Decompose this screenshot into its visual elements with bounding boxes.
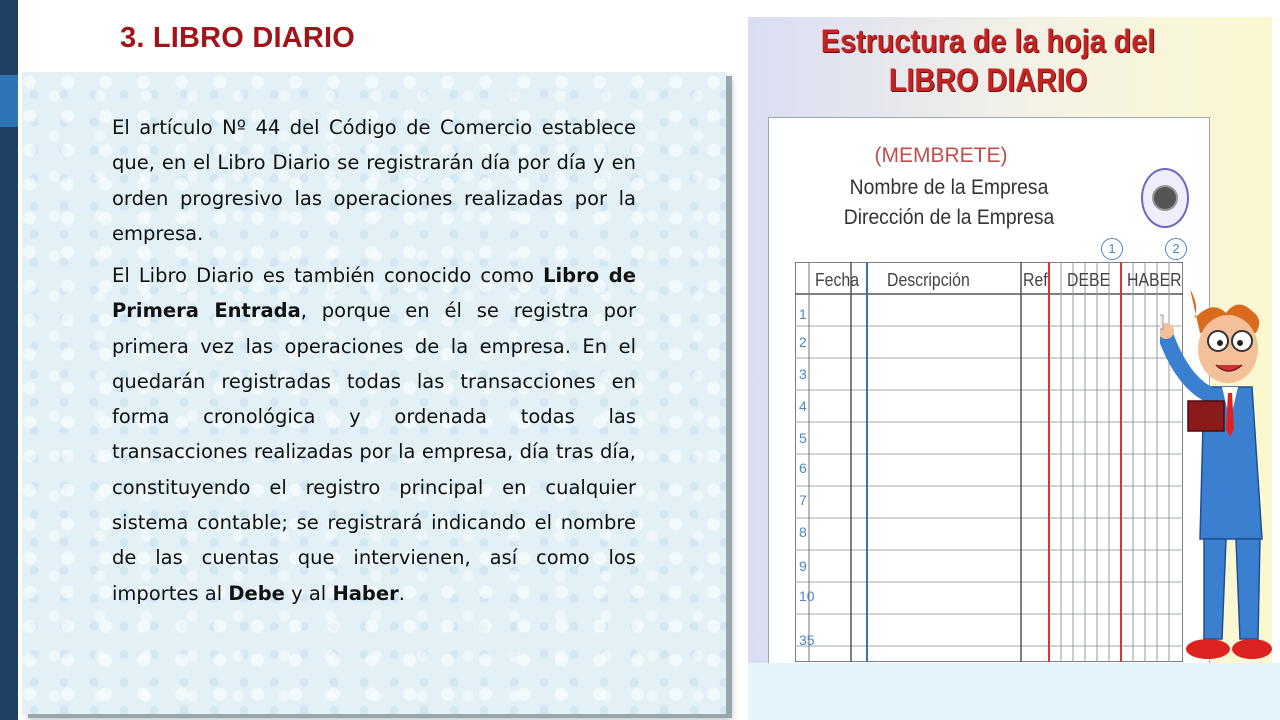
bold-debe: Debe: [228, 581, 285, 605]
row-number: 4: [799, 398, 807, 414]
journal-grid-lines: [795, 262, 1183, 662]
figure-bottom-band: [748, 663, 1280, 720]
row-number: 9: [799, 558, 807, 574]
company-name-label: Nombre de la Empresa: [849, 176, 1049, 199]
column-header-haber: HABER: [1127, 270, 1182, 290]
paragraph-2-text-d: .: [398, 581, 405, 605]
membrete-label: (MEMBRETE): [874, 144, 1008, 167]
text-panel: [22, 72, 726, 714]
row-number: 6: [799, 460, 807, 476]
column-header-fecha: Fecha: [815, 270, 860, 290]
bold-haber: Haber: [332, 581, 399, 605]
figure-title-line-1: Estructura de la hoja del: [820, 23, 1156, 59]
paragraph-2: [112, 258, 636, 611]
paragraph-2-text-c: y al: [284, 581, 333, 605]
column-header-debe: DEBE: [1067, 270, 1111, 290]
row-number: 1: [799, 306, 807, 322]
teacher-illustration-icon: [1160, 289, 1272, 663]
company-seal-icon: [1141, 168, 1189, 228]
journal-sheet: [768, 117, 1210, 663]
row-number: 3: [799, 366, 807, 382]
journal-grid: [795, 262, 1183, 662]
paragraph-2-text-b: , porque en él se registra por primera vez las operaciones de la empresa. En el quedarán registradas todas las transacciones en forma cronológica y ordenada todas las transacciones realizadas por la empresa, día tras día, constituyendo el registro principal en cualquier sistema contable; se registrará indicando el nombre de las cuentas que intervienen, así como los importes al: [112, 299, 636, 605]
column-header-descripcion: Descripción: [887, 270, 970, 290]
paragraph-1: El artículo Nº 44 del Código de Comercio establece que, en el Libro Diario se registrarán día por día y en orden progresivo las operaciones realizadas por la empresa.: [112, 116, 636, 245]
bold-libro-primera-entrada: Libro de Primera Entrada: [112, 264, 636, 323]
row-number: 35: [799, 632, 815, 648]
slide-title: 3. LIBRO DIARIO: [120, 22, 356, 54]
libro-diario-figure: [748, 17, 1272, 663]
figure-title-line-2: LIBRO DIARIO: [888, 62, 1088, 98]
circle-number-2: 2: [1165, 238, 1187, 260]
left-edge-accent: [0, 75, 18, 127]
paragraph-2-text-a: El Libro Diario es también conocido como: [112, 264, 544, 287]
row-number: 10: [799, 588, 815, 604]
row-number: 8: [799, 524, 807, 540]
left-edge-bar: [0, 0, 18, 720]
circle-number-1: 1: [1101, 238, 1123, 260]
company-address-label: Dirección de la Empresa: [843, 206, 1055, 229]
row-number: 2: [799, 334, 807, 350]
column-header-ref: Ref: [1023, 270, 1048, 290]
row-number: 5: [799, 430, 807, 446]
row-number: 7: [799, 492, 807, 508]
